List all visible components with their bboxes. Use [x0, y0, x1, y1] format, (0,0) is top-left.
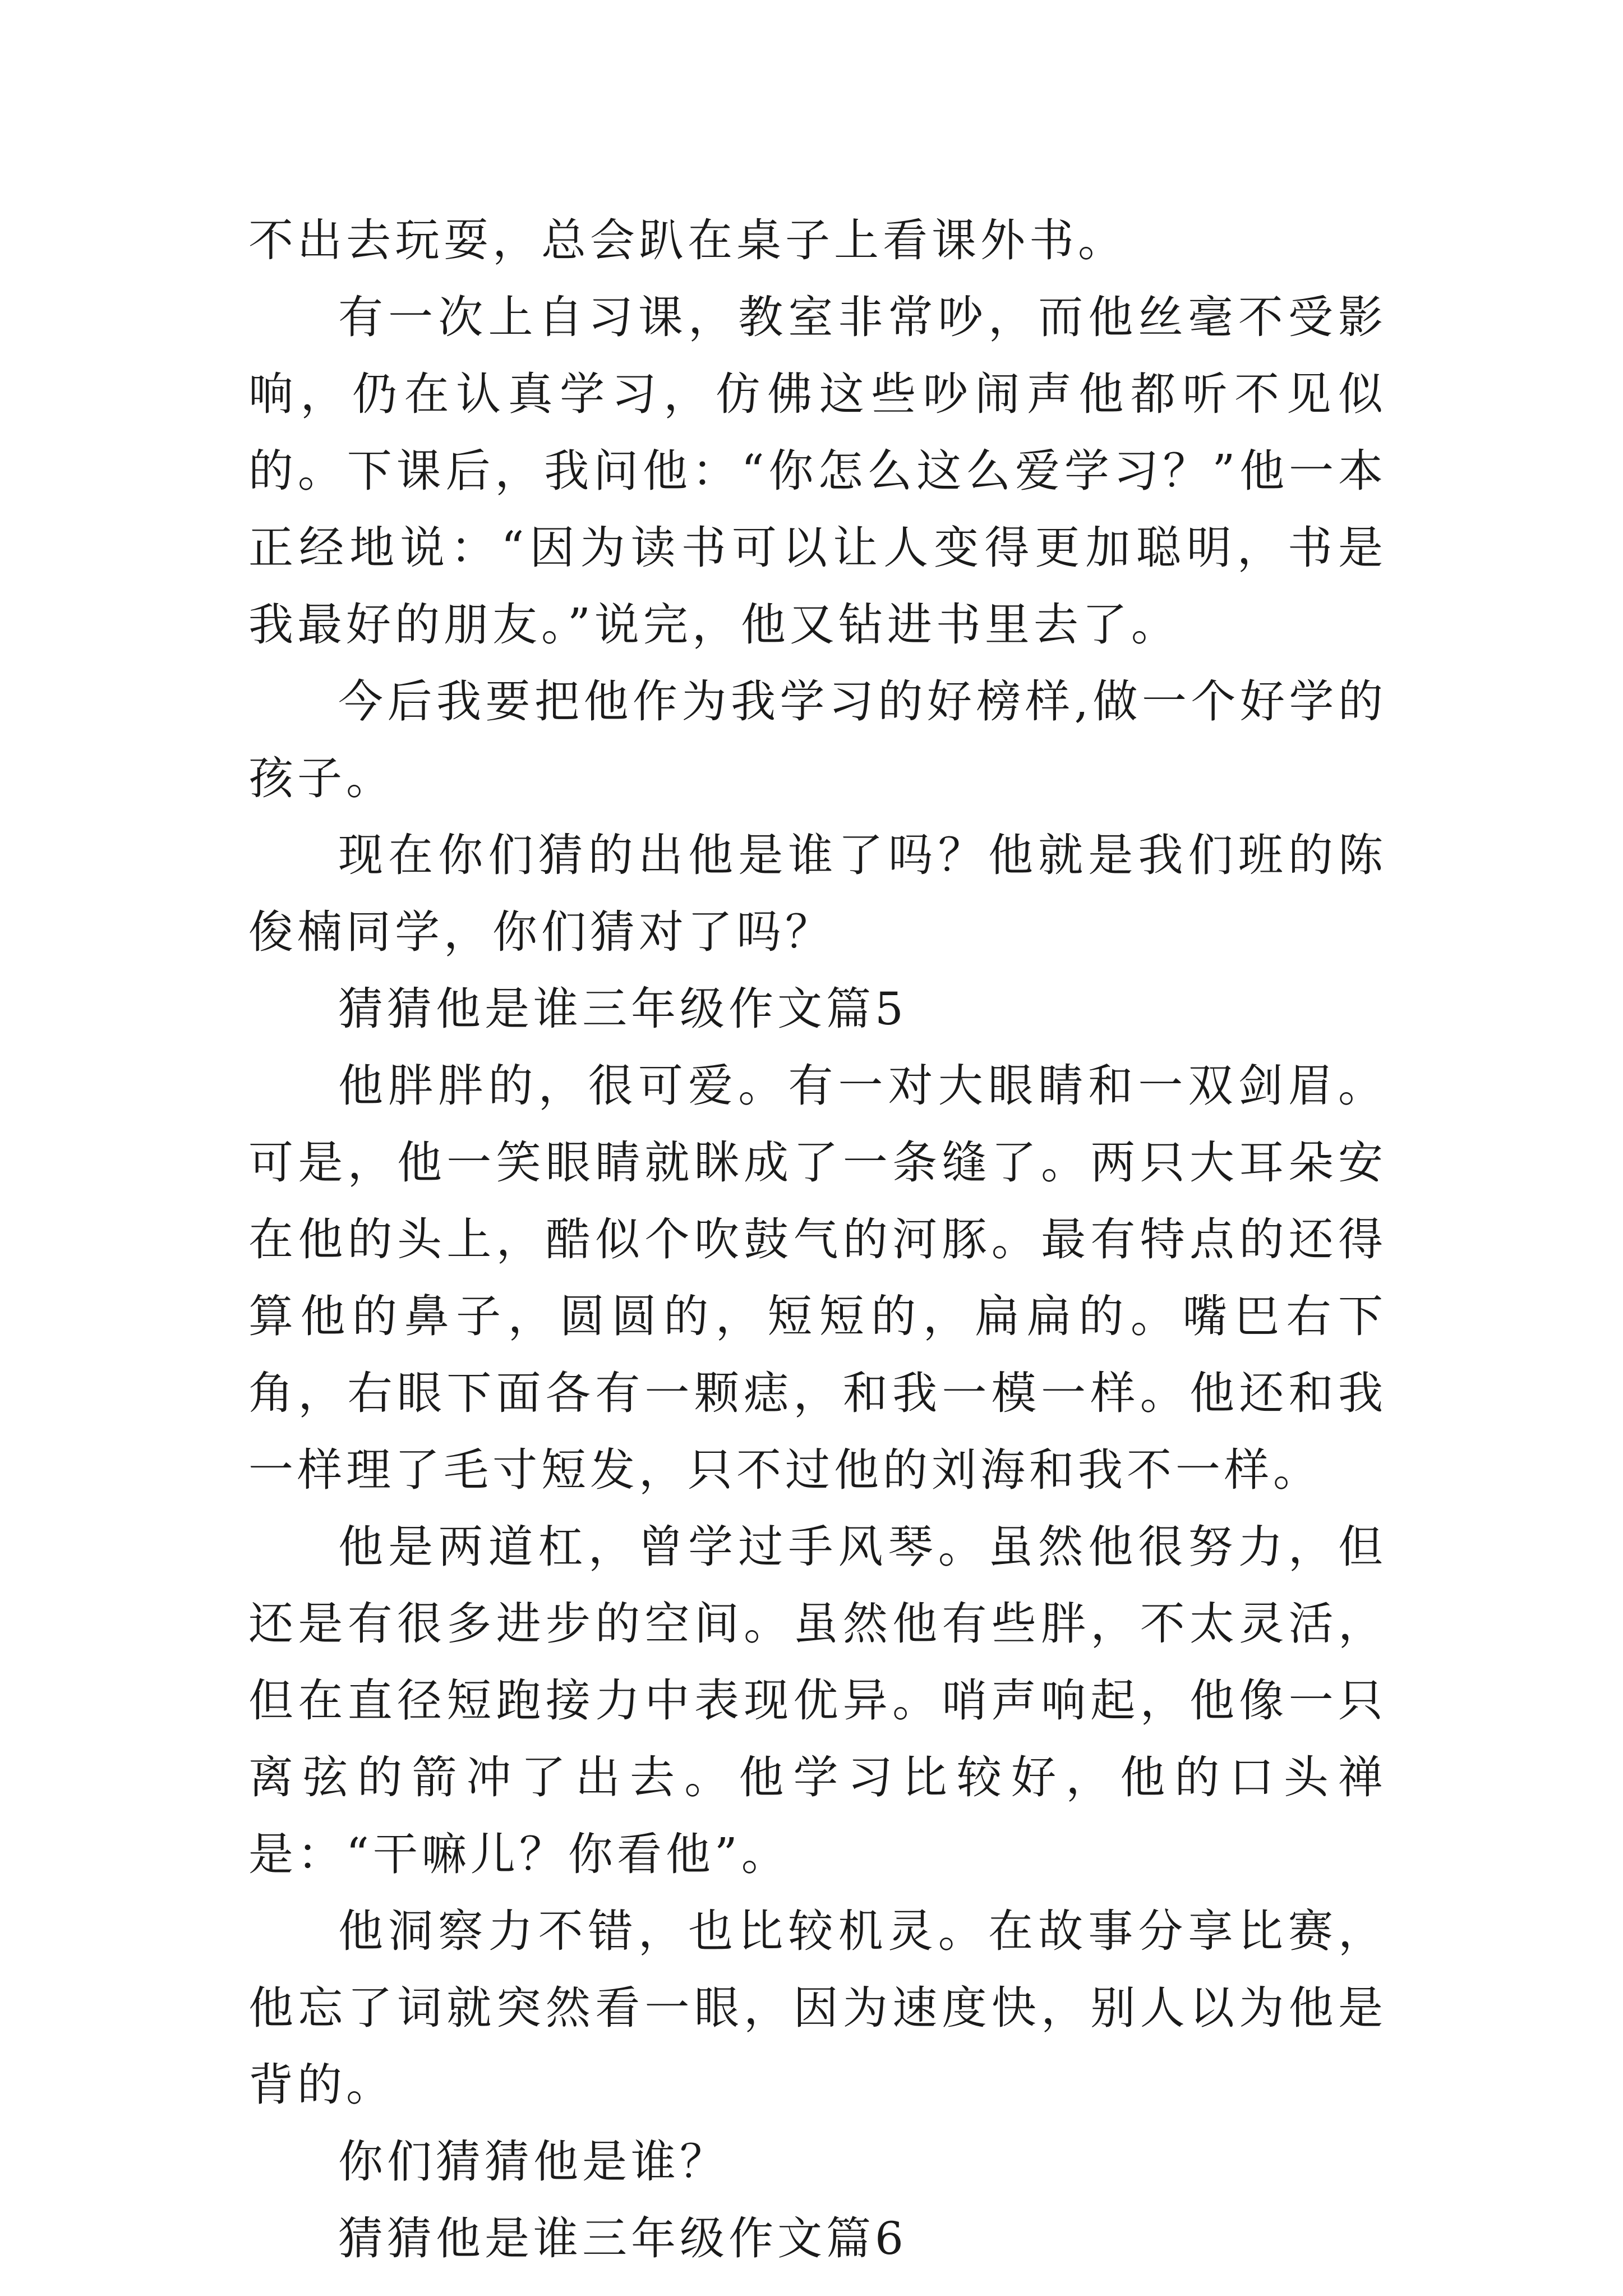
paragraph-1: 不出去玩耍，总会趴在桌子上看课外书。	[248, 214, 1127, 266]
paragraph-8: 你们猜猜他是谁？	[338, 2136, 728, 2188]
section-heading-6: 猜猜他是谁三年级作文篇6	[338, 2212, 907, 2265]
paragraph-6: 他是两道杠，曾学过手风琴。虽然他很努力，但还是有很多进步的空间。虽然他有些胖，不太灵活，但在直径短跑接力中表现优异。哨声响起，他像一只离弦的箭冲了出去。他学习比较好，他的口头禅是：“干嘛儿？你看他”。	[248, 1521, 1387, 1880]
article-body	[248, 202, 1387, 2277]
paragraph-4: 现在你们猜的出他是谁了吗？他就是我们班的陈俊楠同学，你们猜对了吗？	[248, 829, 1387, 958]
paragraph-5: 他胖胖的，很可爱。有一对大眼睛和一双剑眉。可是，他一笑眼睛就眯成了一条缝了。两只大耳朵安在他的头上，酷似个吹鼓气的河豚。最有特点的还得算他的鼻子，圆圆的，短短的，扁扁的。嘴巴右下角，右眼下面各有一颗痣，和我一模一样。他还和我一样理了毛寸短发，只不过他的刘海和我不一样。	[248, 1060, 1387, 1496]
section-heading-5: 猜猜他是谁三年级作文篇5	[338, 983, 907, 1035]
paragraph-3: 今后我要把他作为我学习的好榜样,做一个好学的孩子。	[248, 675, 1387, 804]
paragraph-7: 他洞察力不错，也比较机灵。在故事分享比赛，他忘了词就突然看一眼，因为速度快，别人以为他是背的。	[248, 1905, 1387, 2111]
paragraph-2: 有一次上自习课，教室非常吵，而他丝毫不受影响，仍在认真学习，仿佛这些吵闹声他都听不见似的。下课后，我问他：“你怎么这么爱学习？”他一本正经地说：“因为读书可以让人变得更加聪明，书是我最好的朋友。”说完，他又钻进书里去了。	[248, 291, 1387, 651]
